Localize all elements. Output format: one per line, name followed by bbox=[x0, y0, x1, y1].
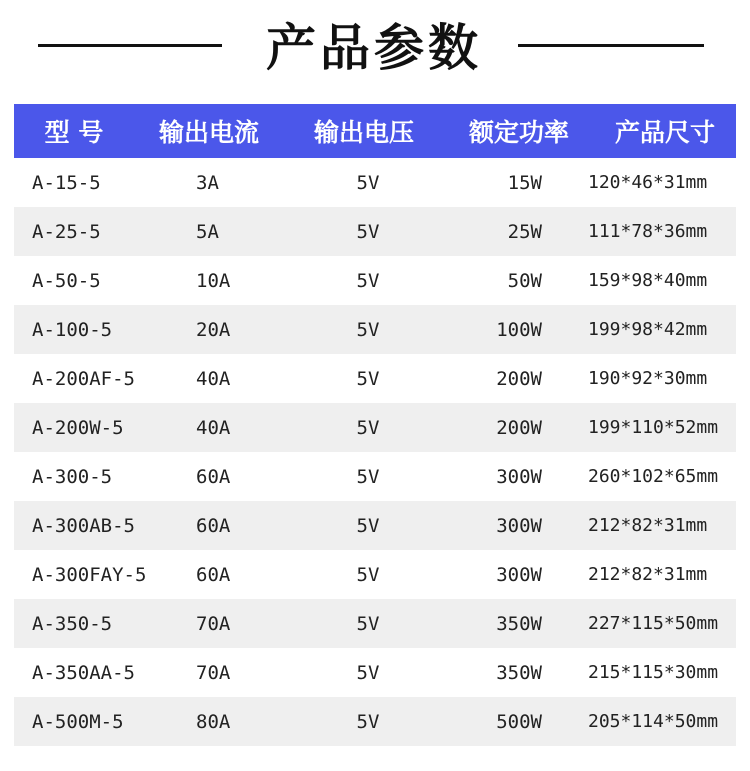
cell-current: 20A bbox=[196, 318, 231, 341]
cell-current: 60A bbox=[196, 563, 231, 586]
spec-table bbox=[14, 104, 736, 746]
table-row bbox=[14, 207, 736, 256]
cell-model: A-350AA-5 bbox=[32, 661, 135, 684]
cell-model: A-50-5 bbox=[32, 269, 101, 292]
cell-voltage: 5V bbox=[356, 318, 380, 341]
cell-power: 300W bbox=[496, 563, 542, 586]
table-row bbox=[14, 452, 736, 501]
cell-power: 15W bbox=[507, 171, 542, 194]
cell-model: A-300AB-5 bbox=[32, 514, 135, 537]
table-row bbox=[14, 403, 736, 452]
table-body bbox=[14, 158, 736, 746]
cell-power: 350W bbox=[496, 661, 542, 684]
cell-power: 200W bbox=[496, 416, 542, 439]
cell-model: A-15-5 bbox=[32, 171, 101, 194]
cell-power: 300W bbox=[496, 465, 542, 488]
cell-voltage: 5V bbox=[356, 220, 380, 243]
cell-size: 120*46*31mm bbox=[588, 172, 708, 193]
cell-model: A-300-5 bbox=[32, 465, 113, 488]
cell-model: A-200AF-5 bbox=[32, 367, 135, 390]
title-bar bbox=[0, 0, 750, 96]
cell-power: 25W bbox=[507, 220, 542, 243]
cell-voltage: 5V bbox=[356, 661, 380, 684]
table-header bbox=[14, 104, 736, 158]
cell-current: 70A bbox=[196, 661, 231, 684]
cell-current: 80A bbox=[196, 710, 231, 733]
cell-power: 350W bbox=[496, 612, 542, 635]
cell-size: 159*98*40mm bbox=[588, 270, 708, 291]
cell-model: A-25-5 bbox=[32, 220, 101, 243]
table-row bbox=[14, 599, 736, 648]
cell-current: 60A bbox=[196, 465, 231, 488]
table-row bbox=[14, 305, 736, 354]
table-row bbox=[14, 550, 736, 599]
cell-voltage: 5V bbox=[356, 514, 380, 537]
page-title: 产品参数 bbox=[266, 19, 482, 77]
cell-current: 40A bbox=[196, 416, 231, 439]
cell-power: 300W bbox=[496, 514, 542, 537]
column-header-power: 额定功率 bbox=[468, 118, 569, 147]
title-divider-left bbox=[38, 44, 222, 47]
cell-size: 212*82*31mm bbox=[588, 564, 708, 585]
title-divider-right bbox=[518, 44, 704, 47]
cell-size: 205*114*50mm bbox=[588, 711, 719, 732]
cell-voltage: 5V bbox=[356, 416, 380, 439]
cell-current: 3A bbox=[196, 171, 219, 194]
table-row bbox=[14, 158, 736, 207]
cell-current: 40A bbox=[196, 367, 231, 390]
cell-current: 10A bbox=[196, 269, 231, 292]
cell-model: A-300FAY-5 bbox=[32, 563, 147, 586]
cell-size: 215*115*30mm bbox=[588, 662, 719, 683]
cell-voltage: 5V bbox=[356, 367, 380, 390]
cell-model: A-500M-5 bbox=[32, 710, 124, 733]
cell-size: 227*115*50mm bbox=[588, 613, 719, 634]
cell-voltage: 5V bbox=[356, 612, 380, 635]
cell-voltage: 5V bbox=[356, 465, 380, 488]
cell-voltage: 5V bbox=[356, 269, 380, 292]
table-row bbox=[14, 501, 736, 550]
column-header-size: 产品尺寸 bbox=[614, 118, 715, 147]
cell-size: 190*92*30mm bbox=[588, 368, 708, 389]
cell-voltage: 5V bbox=[356, 171, 380, 194]
column-header-current: 输出电流 bbox=[158, 118, 259, 147]
cell-power: 500W bbox=[496, 710, 542, 733]
cell-current: 70A bbox=[196, 612, 231, 635]
cell-size: 199*98*42mm bbox=[588, 319, 708, 340]
table-row bbox=[14, 354, 736, 403]
cell-current: 60A bbox=[196, 514, 231, 537]
cell-power: 50W bbox=[507, 269, 542, 292]
cell-power: 100W bbox=[496, 318, 542, 341]
column-header-voltage: 输出电压 bbox=[313, 118, 414, 147]
cell-power: 200W bbox=[496, 367, 542, 390]
table-row bbox=[14, 256, 736, 305]
cell-model: A-350-5 bbox=[32, 612, 113, 635]
cell-size: 260*102*65mm bbox=[588, 466, 719, 487]
cell-size: 199*110*52mm bbox=[588, 417, 719, 438]
cell-voltage: 5V bbox=[356, 563, 380, 586]
cell-size: 212*82*31mm bbox=[588, 515, 708, 536]
column-header-model: 型 号 bbox=[44, 118, 104, 147]
cell-model: A-100-5 bbox=[32, 318, 113, 341]
table-row bbox=[14, 697, 736, 746]
cell-size: 111*78*36mm bbox=[588, 221, 708, 242]
table-row bbox=[14, 648, 736, 697]
cell-model: A-200W-5 bbox=[32, 416, 124, 439]
cell-voltage: 5V bbox=[356, 710, 380, 733]
cell-current: 5A bbox=[196, 220, 219, 243]
